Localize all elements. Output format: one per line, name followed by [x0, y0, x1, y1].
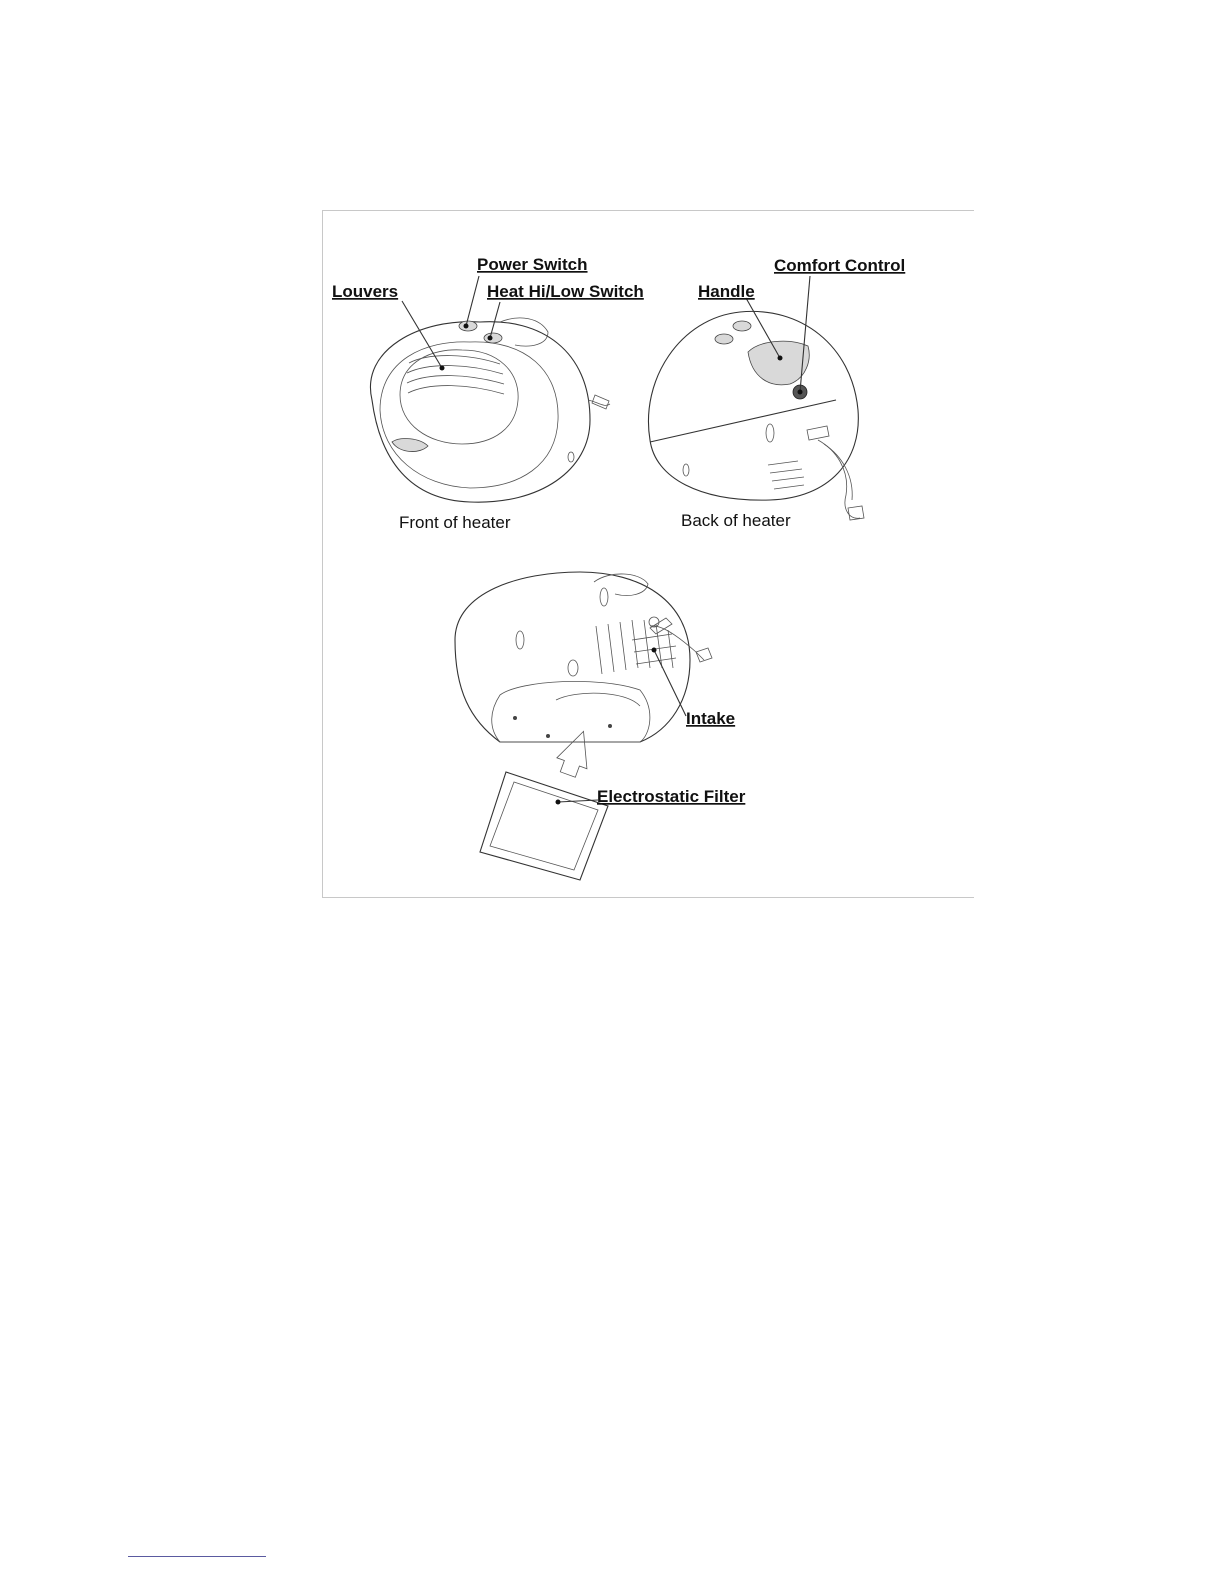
footnote-rule: [128, 1556, 266, 1557]
caption-back: Back of heater: [681, 511, 791, 530]
label-intake: Intake: [686, 709, 736, 728]
label-handle: Handle: [698, 282, 755, 301]
label-power-switch: Power Switch: [477, 255, 588, 274]
caption-front: Front of heater: [399, 513, 511, 532]
label-comfort-control: Comfort Control: [774, 256, 906, 275]
label-electrostatic-filter: Electrostatic Filter: [597, 787, 746, 806]
back-heater-illustration: [648, 311, 864, 520]
bottom-leaders: [556, 648, 687, 805]
label-heat-switch: Heat Hi/Low Switch: [487, 282, 644, 301]
front-heater-illustration: [370, 318, 610, 502]
bottom-heater-illustration: [455, 572, 712, 880]
label-louvers: Louvers: [332, 282, 399, 301]
